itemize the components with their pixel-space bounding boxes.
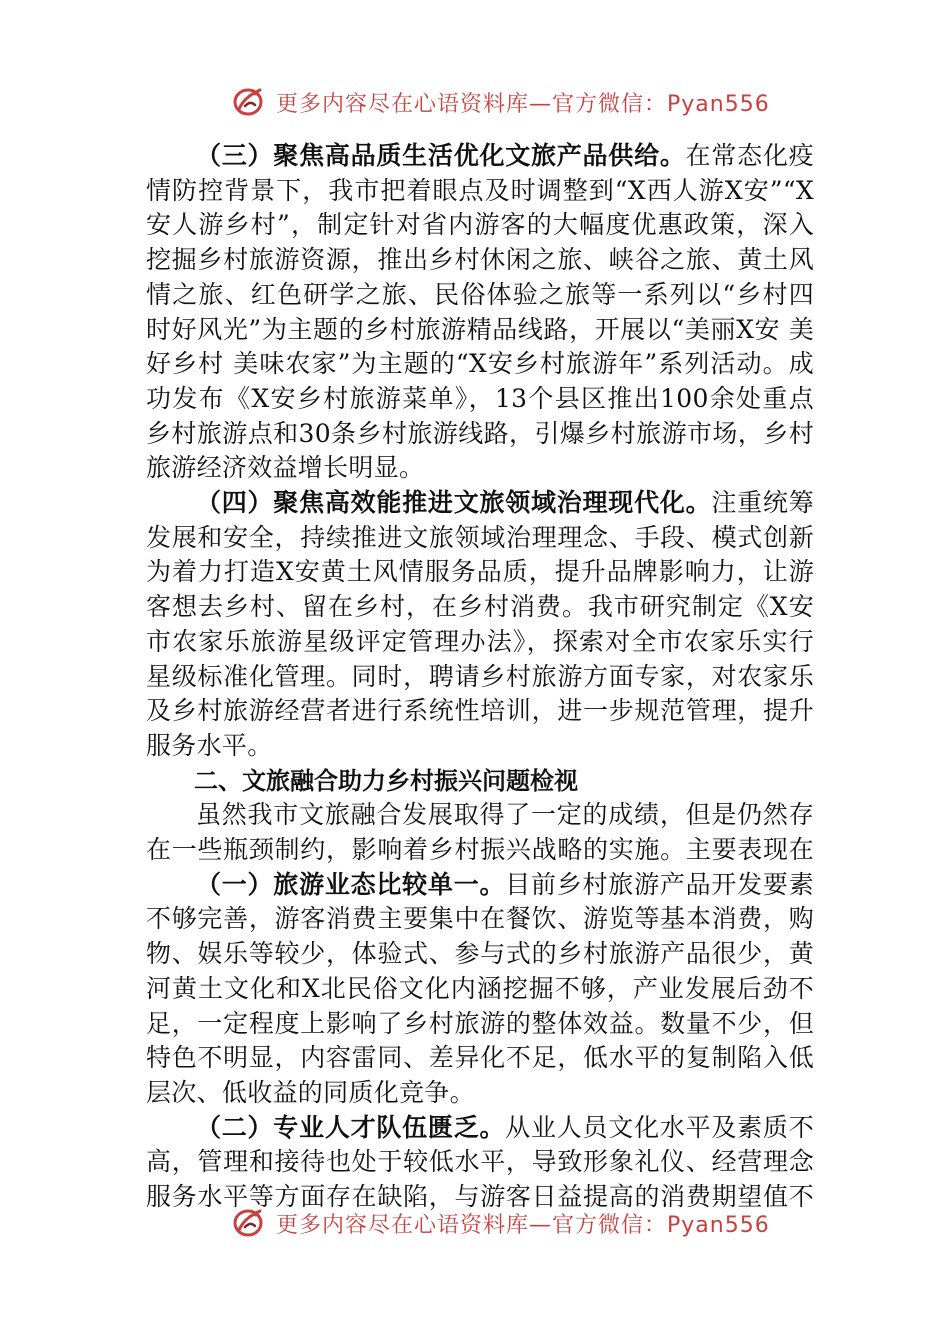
watermark-text: 更多内容尽在心语资料库—官方微信：Pyan556 [276, 1212, 770, 1238]
issue-text: 从业人员文化水平及素质不高，管理和接待也处于较低水平，导致形象礼仪、经营理念服务水平等方面存在缺陷，与游客日益提高的消费期望值不 [146, 1112, 814, 1212]
paragraph-lead: （四）聚焦高效能推进文旅领域治理现代化。 [196, 488, 712, 518]
brand-logo-icon [230, 84, 268, 120]
footer-watermark [0, 1205, 950, 1241]
document-body [146, 139, 814, 1215]
paragraph-lead: （三）聚焦高品质生活优化文旅产品供给。 [196, 141, 686, 170]
issue-lead: （一）旅游业态比较单一。 [196, 869, 506, 899]
intro-paragraph: 虽然我市文旅融合发展取得了一定的成绩，但是仍然存在一些瓶颈制约，影响着乡村振兴战略的实施。主要表现在 [146, 800, 814, 865]
paragraph-text: 在常态化疫情防控背景下，我市把着眼点及时调整到“X西人游X安”“X安人游乡村”，制定针对省内游客的大幅度优惠政策，深入挖掘乡村旅游资源，推出乡村休闲之旅、峡谷之旅、黄土风情之旅、红色研学之旅、民俗体验之旅等一系列以“乡村四时好风光”为主题的乡村旅游精品线路，开展以“美丽X安 美好乡村 美味农家”为主题的“X安乡村旅游年”系列活动。成功发布《X安乡村旅游菜单》，13个县区推出100余处重点乡村旅游点和30条乡村旅游线路，引爆乡村旅游市场，乡村旅游经济效益增长明显。 [146, 141, 814, 483]
issue-two [146, 1111, 814, 1215]
issue-one [146, 868, 814, 1111]
header-watermark [0, 84, 950, 120]
paragraph-three [146, 139, 814, 486]
issue-text: 目前乡村旅游产品开发要素不够完善，游客消费主要集中在餐饮、游览等基本消费，购物、娱乐等较少，体验式、参与式的乡村旅游产品很少，黄河黄土文化和X北民俗文化内涵挖掘不够，产业发展后劲不足，一定程度上影响了乡村旅游的整体效益。数量不少，但特色不明显，内容雷同、差异化不足，低水平的复制陷入低层次、低收益的同质化竞争。 [146, 869, 814, 1107]
paragraph-text: 注重统筹发展和安全，持续推进文旅领域治理理念、手段、模式创新为着力打造X安黄土风情服务品质，提升品牌影响力，让游客想去乡村、留在乡村，在乡村消费。我市研究制定《X安市农家乐旅游星级评定管理办法》，探索对全市农家乐实行星级标准化管理。同时，聘请乡村旅游方面专家，对农家乐及乡村旅游经营者进行系统性培训，进一步规范管理，提升服务水平。 [146, 488, 814, 760]
paragraph-four [146, 486, 814, 764]
section-heading: 二、文旅融合助力乡村振兴问题检视 [194, 766, 578, 795]
watermark-text: 更多内容尽在心语资料库—官方微信：Pyan556 [276, 91, 770, 117]
brand-logo-icon [230, 1205, 268, 1241]
issue-lead: （二）专业人才队伍匮乏。 [196, 1112, 506, 1142]
page-bottom-margin [0, 1238, 950, 1344]
